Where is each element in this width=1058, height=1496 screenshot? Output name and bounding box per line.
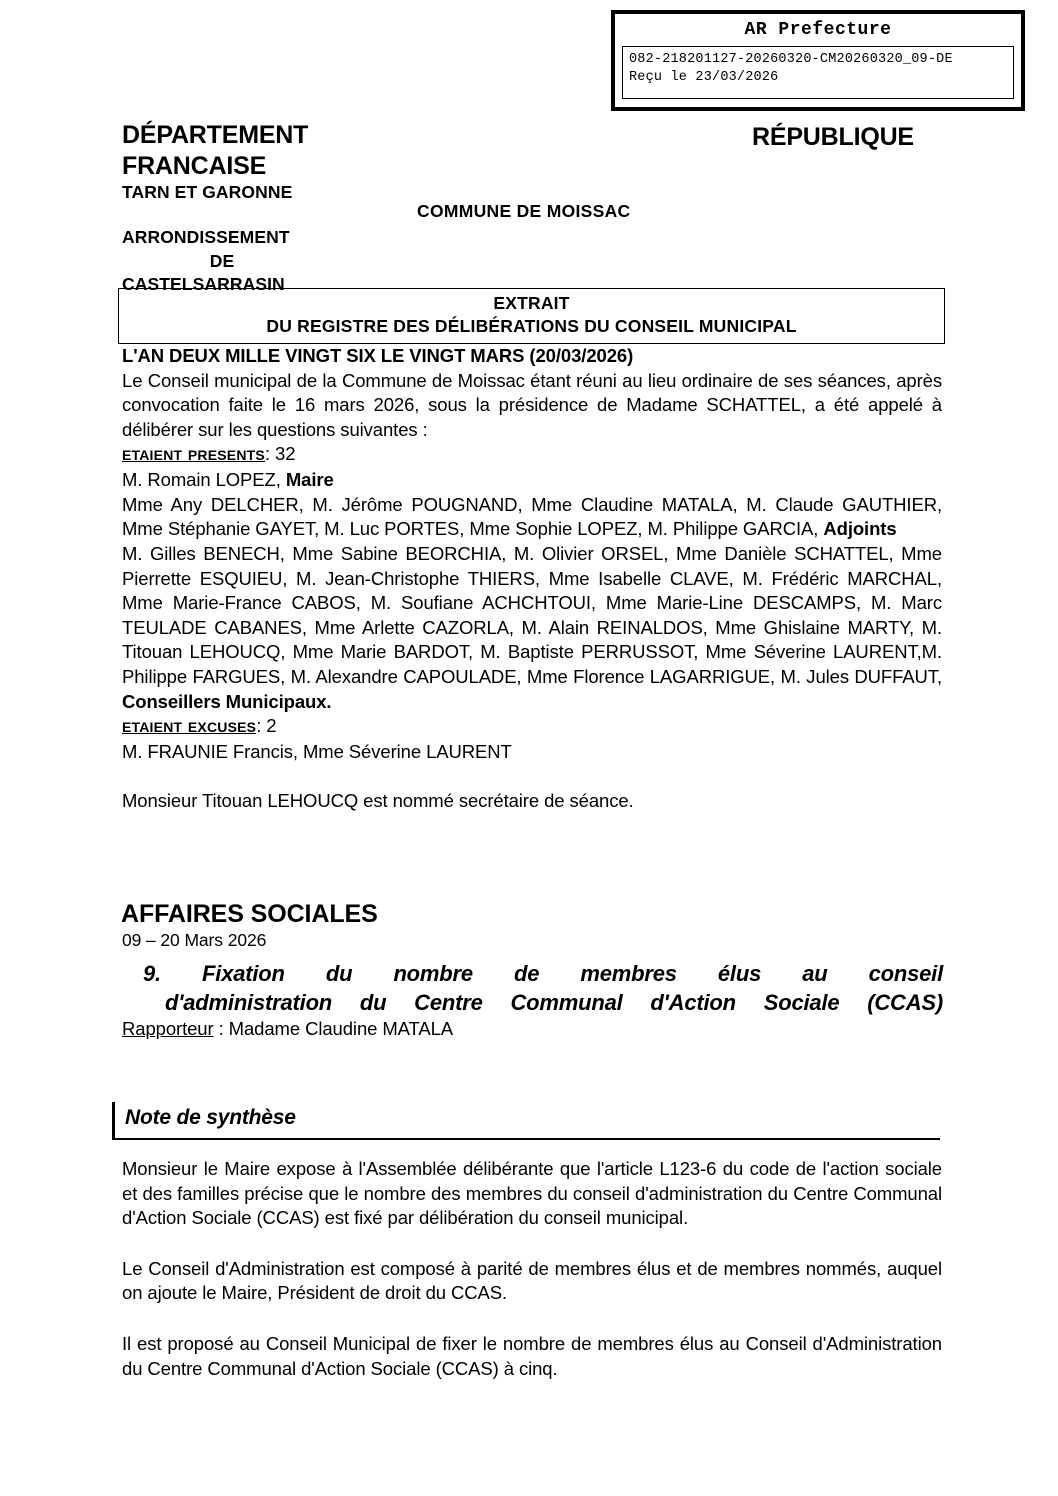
extrait-line-2: DU REGISTRE DES DÉLIBÉRATIONS DU CONSEIL MUNICIPAL [266,316,797,337]
section-title: AFFAIRES SOCIALES [121,900,378,928]
ar-stamp-reference: 082-218201127-20260320-CM20260320_09-DE [629,51,953,67]
commune-heading: COMMUNE DE MOISSAC [417,201,631,221]
ar-stamp-title: AR Prefecture [744,20,892,40]
arrondissement-city: CASTELSARRASIN [122,274,285,295]
seance-body [122,344,942,765]
tarn-et-garonne-label: TARN ET GARONNE [122,182,293,202]
maire-role: Maire [285,469,334,491]
ar-stamp-body [622,46,1014,100]
conseillers-role: Conseillers Municipaux. [122,690,332,712]
department-line-2: FRANCAISE [122,151,267,180]
rapporteur-value: : Madame Claudine MATALA [213,1018,454,1039]
rapporteur-label: Rapporteur [122,1018,214,1039]
adjoints-role: Adjoints [823,518,897,540]
seance-date-title: L'AN DEUX MILLE VINGT SIX LE VINGT MARS (20/03/2026) [122,345,634,366]
section-date: 09 – 20 Mars 2026 [122,930,267,950]
ar-stamp-received: Reçu le 23/03/2026 [629,69,779,85]
maire-line [122,468,942,493]
presents-heading [122,442,942,468]
department-line-1: DÉPARTEMENT [122,121,309,149]
adjoints-list [122,493,942,542]
item-title-line-2: d'administration du Centre Communal d'Action Sociale (CCAS) [165,990,943,1016]
conseillers-names: M. Gilles BENECH, Mme Sabine BEORCHIA, M. Olivier ORSEL, Mme Danièle SCHATTEL, Mme Pierrette ESQUIEU, M. Jean-Christophe THIERS, Mme Isabelle CLAVE, M. Frédéric MARCHAL, Mme Marie-France CABOS, M. Soufiane ACHCHTOUI, Mme Marie-Line DESCAMPS, M. Marc TEULADE CABANES, Mme Arlette CAZORLA, M. Alain REINALDOS, Mme Ghislaine MARTY, M. Titouan LEHOUCQ, Mme Marie BARDOT, M. Baptiste PERRUSSOT, Mme Séverine LAURENT,M. Philippe FARGUES, M. Alexandre CAPOULADE, Mme Florence LAGARRIGUE, M. Jules DUFFAUT, [122,543,942,688]
excuses-heading [122,714,942,740]
maire-name: M. Romain LOPEZ, [122,469,286,491]
arrondissement-block [122,226,322,297]
arrondissement-de: DE [209,250,235,271]
secretaire-line: Monsieur Titouan LEHOUCQ est nommé secrétaire de séance. [122,790,634,811]
presents-count: : 32 [264,443,296,465]
convocation-paragraph: Le Conseil municipal de la Commune de Moissac étant réuni au lieu ordinaire de ses séances, après convocation faite le 16 mars 2026, sous la présidence de Madame SCHATTEL, a été appelé à délibérer sur les questions suivantes : [122,369,942,440]
note-paragraph-3: Il est proposé au Conseil Municipal de fixer le nombre de membres élus au Conseil d'Administration du Centre Communal d'Action Sociale (CCAS) à cinq. [122,1332,942,1379]
excuses-count: : 2 [256,715,277,737]
item-title [143,959,943,1017]
ar-prefecture-stamp [611,10,1025,111]
paragraph-spacer [122,1306,942,1332]
arrondissement-label: ARRONDISSEMENT [122,227,290,247]
adjoints-names: Mme Any DELCHER, M. Jérôme POUGNAND, Mme Claudine MATALA, M. Claude GAUTHIER, Mme Stéphanie GAYET, M. Luc PORTES, Mme Sophie LOPEZ, M. Philippe GARCIA, [122,493,942,540]
excuses-label: etaient excuses [122,715,257,738]
presents-label: etaient presents [122,443,265,466]
extrait-line-1: EXTRAIT [493,293,570,313]
note-paragraph-1: Monsieur le Maire expose à l'Assemblée délibérante que l'article L123-6 du code de l'action sociale et des familles précise que le nombre des membres du conseil d'administration du Centre Communal d'Action Sociale (CCAS) est fixé par délibération du conseil municipal. [122,1158,942,1229]
republique-heading: RÉPUBLIQUE [752,123,914,151]
note-body [122,1157,942,1381]
note-heading-label: Note de synthèse [125,1106,296,1129]
excuses-names: M. FRAUNIE Francis, Mme Séverine LAURENT [122,741,512,763]
department-heading [122,120,452,181]
extrait-box [118,288,945,344]
paragraph-spacer [122,1231,942,1257]
conseillers-list [122,542,942,714]
item-title-line-1: 9. Fixation du nombre de membres élus au conseil [143,961,943,986]
note-paragraph-2: Le Conseil d'Administration est composé à parité de membres élus et de membres nommés, auquel on ajoute le Maire, Président de droit du CCAS. [122,1257,942,1304]
rapporteur-line [122,1018,453,1040]
